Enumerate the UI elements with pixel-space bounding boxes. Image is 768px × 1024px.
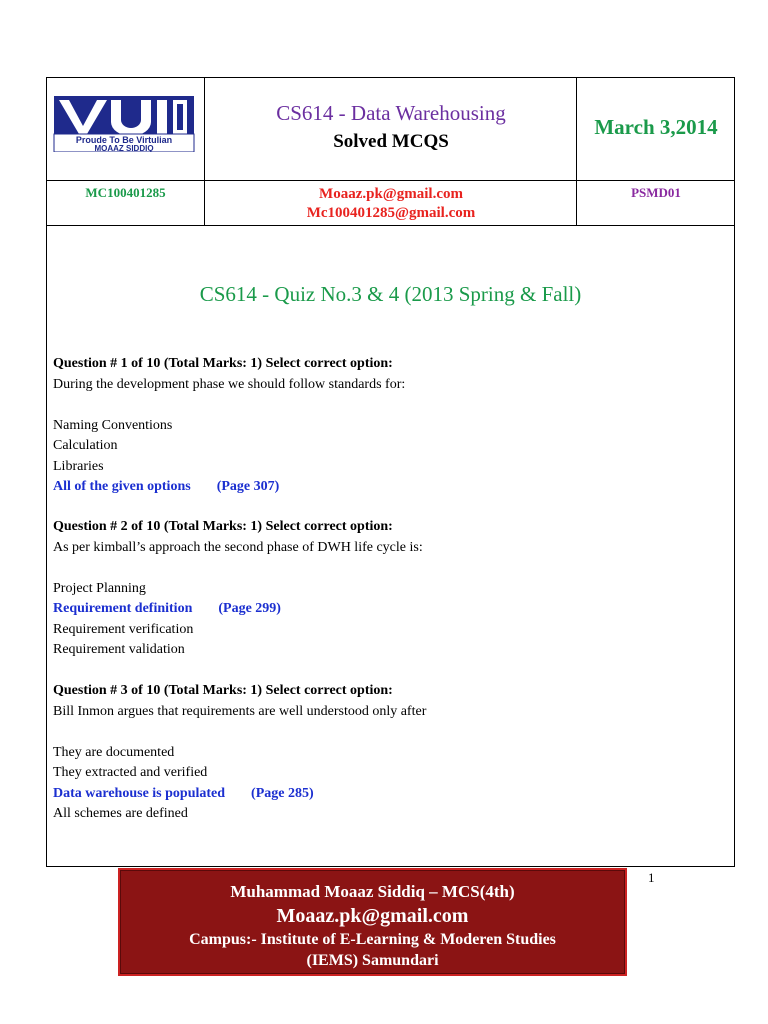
- answer-text: All of the given options: [53, 479, 191, 494]
- document-frame: [46, 77, 735, 867]
- footer-campus-location: (IEMS) Samundari: [306, 952, 439, 969]
- answer-text: Requirement definition: [53, 601, 193, 616]
- footer-email[interactable]: Moaaz.pk@gmail.com: [276, 905, 469, 927]
- question-block: [53, 681, 713, 825]
- question-text: Bill Inmon argues that requirements are well understood only after: [53, 703, 427, 719]
- question-text: As per kimball’s approach the second phase of DWH life cycle is:: [53, 539, 423, 555]
- header-bottom-divider: [47, 225, 734, 226]
- logo-tagline: Proude To Be Virtulian: [75, 135, 173, 145]
- course-title: CS614 - Data Warehousing: [276, 101, 506, 125]
- correct-answer: [53, 477, 713, 498]
- footer-campus: Campus:- Institute of E-Learning & Moderen Studies: [189, 931, 556, 948]
- answer-page-ref: (Page 285): [251, 785, 314, 801]
- course-subtitle: Solved MCQS: [333, 131, 449, 152]
- question-block: [53, 517, 713, 661]
- option: Calculation: [53, 438, 118, 453]
- option: They extracted and verified: [53, 765, 208, 780]
- question-heading: Question # 1 of 10 (Total Marks: 1) Select correct option:: [53, 356, 393, 371]
- option: Requirement validation: [53, 642, 185, 657]
- footer-author: Muhammad Moaaz Siddiq – MCS(4th): [230, 882, 515, 901]
- option: Libraries: [53, 458, 104, 474]
- answer-page-ref: (Page 299): [218, 601, 281, 616]
- student-id: MC100401285: [85, 185, 166, 200]
- question-block: [53, 354, 713, 498]
- option: Naming Conventions: [53, 417, 173, 433]
- question-heading: Question # 3 of 10 (Total Marks: 1) Select correct option:: [53, 683, 393, 698]
- answer-page-ref: (Page 307): [216, 479, 280, 494]
- email-primary[interactable]: Moaaz.pk@gmail.com: [319, 186, 463, 202]
- contact-emails: [205, 185, 577, 223]
- question-text: During the development phase we should follow standards for:: [53, 376, 406, 392]
- vu-logo: [53, 94, 195, 152]
- document-date: March 3,2014: [594, 115, 718, 139]
- correct-answer: [53, 784, 713, 805]
- answer-text: Data warehouse is populated: [53, 785, 226, 801]
- correct-answer: [53, 599, 713, 620]
- logo-author: MOAAZ SIDDIQ: [94, 144, 154, 152]
- footer-banner: [118, 868, 627, 976]
- quiz-title: CS614 - Quiz No.3 & 4 (2013 Spring & Fall): [199, 282, 582, 306]
- email-secondary[interactable]: Mc100401285@gmail.com: [306, 205, 476, 221]
- option: They are documented: [53, 744, 175, 760]
- document-code: PSMD01: [631, 185, 681, 200]
- option: Requirement verification: [53, 621, 194, 637]
- header-divider: [47, 180, 734, 181]
- option: All schemes are defined: [53, 806, 188, 821]
- option: Project Planning: [53, 580, 146, 596]
- page-number: 1: [648, 870, 655, 885]
- question-heading: Question # 2 of 10 (Total Marks: 1) Select correct option:: [53, 519, 393, 534]
